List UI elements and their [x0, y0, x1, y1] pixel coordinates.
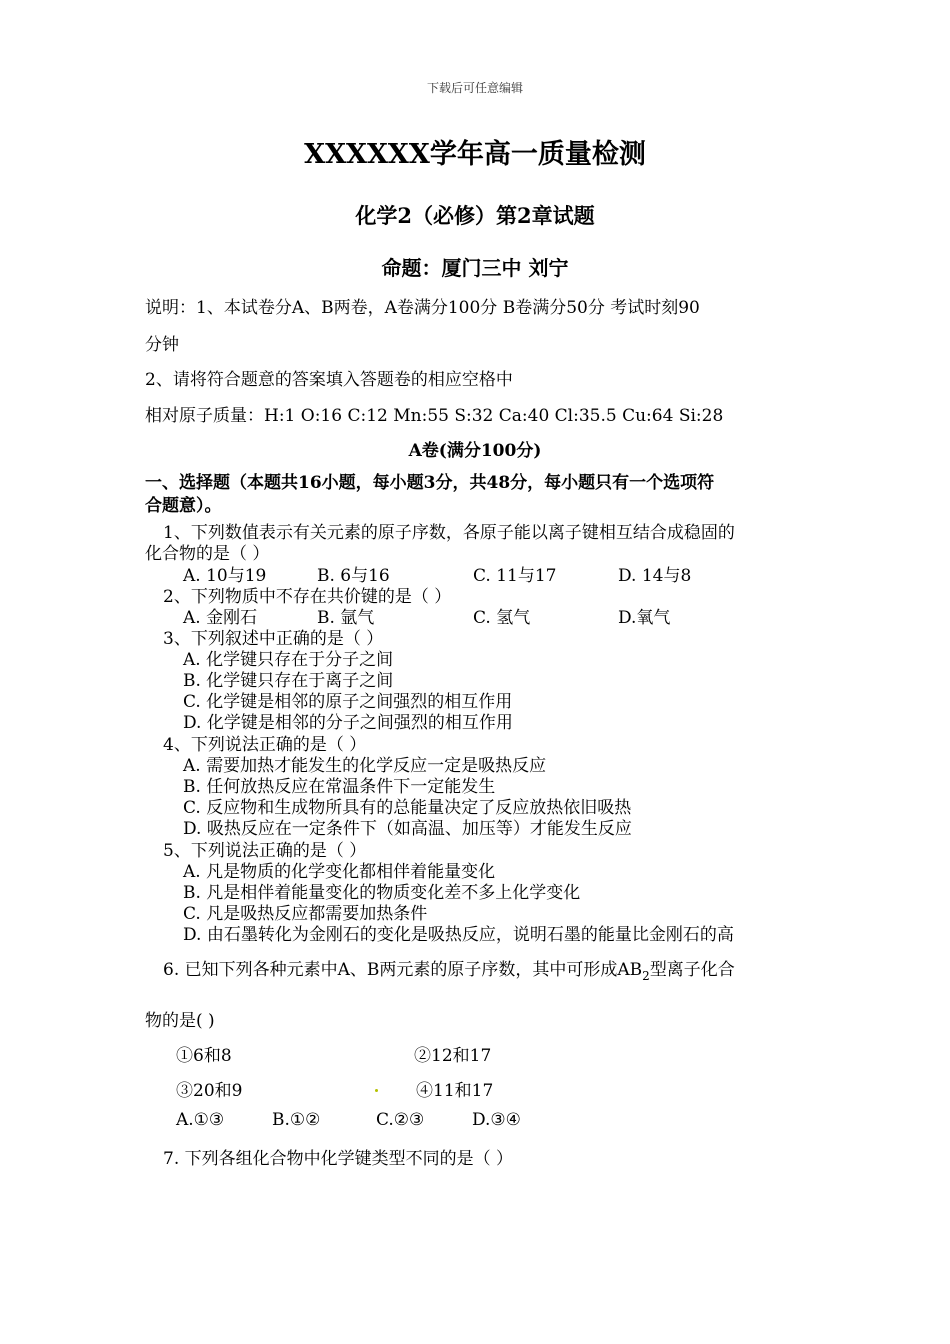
- exam-subtitle: 化学2（必修）第2章试题: [355, 203, 595, 228]
- question-4-option-c: C. 反应物和生成物所具有的总能量决定了反应放热依旧吸热: [183, 798, 632, 818]
- question-2-option-b: B. 氩气: [317, 608, 375, 628]
- question-3-option-d: D. 化学键是相邻的分子之间强烈的相互作用: [183, 713, 513, 733]
- part-1-heading-continued: 合题意）。: [145, 496, 222, 516]
- header-note: 下载后可任意编辑: [426, 81, 523, 95]
- instructions-line-1: 说明：1、本试卷分A、B两卷，A卷满分100分 B卷满分50分 考试时刻90: [145, 298, 700, 318]
- exam-author: 命题：厦门三中 刘宁: [381, 256, 569, 280]
- question-2-option-a: A. 金刚石: [183, 608, 258, 628]
- question-4-stem: 4、下列说法正确的是（ ）: [163, 735, 367, 755]
- question-5-option-d: D. 由石墨转化为金刚石的变化是吸热反应，说明石墨的能量比金刚石的高: [183, 925, 734, 945]
- question-6-stem: [163, 955, 735, 983]
- question-7-stem: 7. 下列各组化合物中化学键类型不同的是（ ）: [163, 1149, 514, 1169]
- part-1-heading: 一、选择题（本题共16小题，每小题3分，共48分，每小题只有一个选项符: [145, 473, 715, 493]
- question-3-option-a: A. 化学键只存在于分子之间: [183, 650, 394, 670]
- question-4-option-a: A. 需要加热才能发生的化学反应一定是吸热反应: [183, 756, 547, 776]
- question-5-option-c: C. 凡是吸热反应都需要加热条件: [183, 904, 428, 924]
- question-5-stem: 5、下列说法正确的是（ ）: [163, 841, 367, 861]
- question-6-pair-2: ②12和17: [414, 1046, 492, 1066]
- question-1-option-a: A. 10与19: [183, 566, 267, 586]
- question-6-subscript: 2: [642, 969, 650, 983]
- question-3-stem: 3、下列叙述中正确的是（ ）: [163, 629, 384, 649]
- question-6-pair-1: ①6和8: [176, 1046, 232, 1066]
- question-6-stem-tail: 型离子化合: [649, 960, 735, 980]
- exam-title: XXXXXX学年高一质量检测: [304, 139, 646, 170]
- question-4-option-d: D. 吸热反应在一定条件下（如高温、加压等）才能发生反应: [183, 819, 632, 839]
- question-1-stem-continued: 化合物的是（ ）: [145, 544, 270, 564]
- stray-mark: [375, 1089, 378, 1092]
- question-6-option-d: D.③④: [472, 1110, 521, 1130]
- question-3-option-b: B. 化学键只存在于离子之间: [183, 671, 394, 691]
- atomic-masses: 相对原子质量：H:1 O:16 C:12 Mn:55 S:32 Ca:40 Cl:35.5 Cu:64 Si:28: [145, 406, 724, 426]
- question-5-option-a: A. 凡是物质的化学变化都相伴着能量变化: [183, 862, 496, 882]
- question-1-option-d: D. 14与8: [618, 566, 692, 586]
- question-2-option-d: D.氧气: [618, 608, 671, 628]
- question-3-option-c: C. 化学键是相邻的原子之间强烈的相互作用: [183, 692, 513, 712]
- instructions-line-1-continued: 分钟: [145, 335, 179, 355]
- instructions-line-2: 2、请将符合题意的答案填入答题卷的相应空格中: [145, 370, 513, 390]
- question-1-option-b: B. 6与16: [317, 566, 390, 586]
- section-a-heading: A卷(满分100分): [408, 441, 542, 461]
- question-6-stem-text: 6. 已知下列各种元素中A、B两元素的原子序数，其中可形成AB: [163, 960, 643, 980]
- question-2-stem: 2、下列物质中不存在共价键的是（ ）: [163, 587, 452, 607]
- question-6-option-c: C.②③: [376, 1110, 425, 1130]
- question-5-option-b: B. 凡是相伴着能量变化的物质变化差不多上化学变化: [183, 883, 581, 903]
- question-1-stem: 1、下列数值表示有关元素的原子序数，各原子能以离子键相互结合成稳固的: [163, 523, 735, 543]
- question-1-option-c: C. 11与17: [473, 566, 557, 586]
- question-6-stem-continued: 物的是( ): [145, 1011, 215, 1031]
- question-4-option-b: B. 任何放热反应在常温条件下一定能发生: [183, 777, 496, 797]
- question-2-option-c: C. 氢气: [473, 608, 531, 628]
- question-6-pair-3: ③20和9: [176, 1081, 243, 1101]
- question-6-option-a: A.①③: [176, 1110, 225, 1130]
- question-6-option-b: B.①②: [272, 1110, 321, 1130]
- question-6-pair-4: ④11和17: [416, 1081, 494, 1101]
